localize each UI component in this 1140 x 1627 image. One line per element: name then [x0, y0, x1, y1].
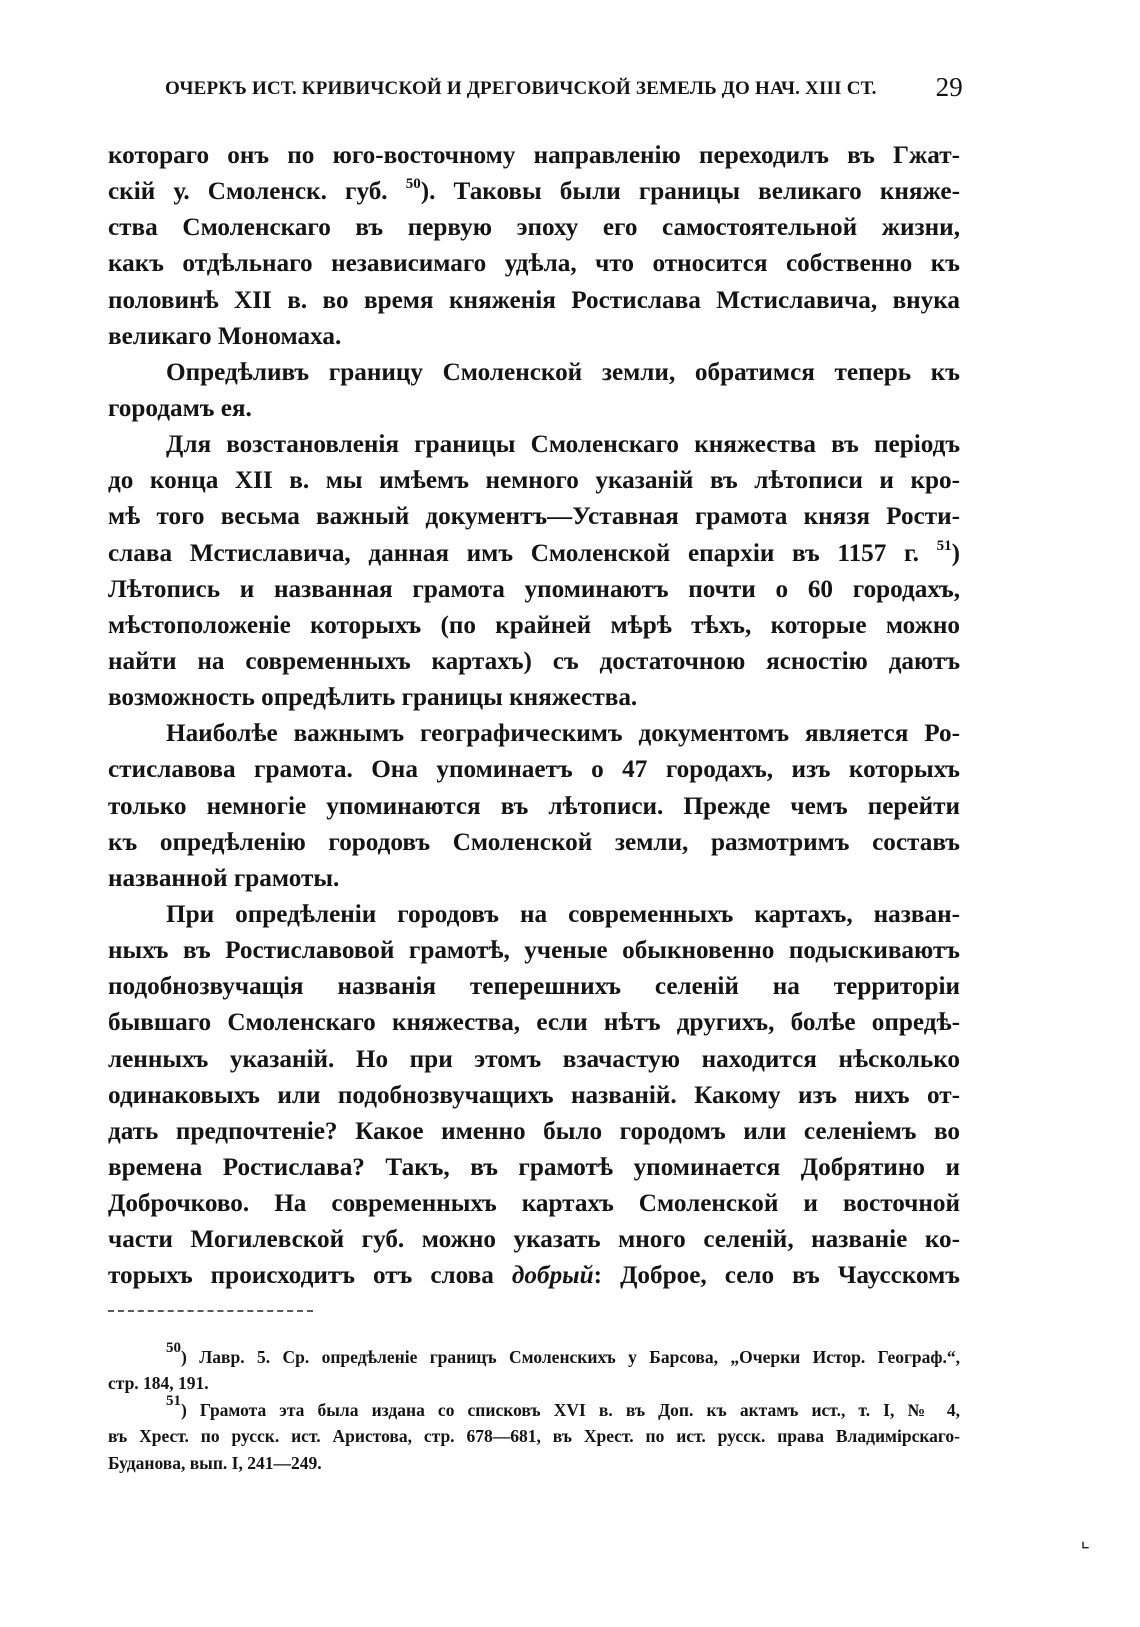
text-line: городамъ ея. [108, 394, 252, 422]
text-line: Опредѣливъ границу Смоленской земли, обратимся теперь къ [166, 358, 960, 386]
text-line: къ опредѣленію городовъ Смоленской земли, размотримъ составъ [108, 828, 960, 856]
text-line: времена Ростислава? Такъ, въ грамотѣ упоминается Добрятино и [108, 1153, 960, 1181]
text-line: одинаковыхъ или подобнозвучащихъ названій. Какому изъ нихъ от- [108, 1081, 960, 1109]
text-line: мѣстоположеніе которыхъ (по крайней мѣрѣ тѣхъ, которые можно [108, 611, 960, 639]
footnote-line: въ Хрест. по русск. ист. Аристова, стр. 678—681, въ Хрест. по ист. русск. права Владимірскаго- [108, 1426, 960, 1447]
text-line: При опредѣленіи городовъ на современныхъ картахъ, назван- [166, 900, 960, 928]
text-line: слава Мстиславича, данная имъ Смоленской епархіи въ 1157 г. $^{51}$) [108, 537, 961, 567]
text-line: ныхъ въ Ростиславовой грамотѣ, ученые обыкновенно подыскиваютъ [108, 937, 960, 965]
text-line: Лѣтопись и названная грамота упоминаютъ почти о 60 городахъ, [108, 575, 960, 603]
text-line: скій у. Смоленск. губ. $^{50}$). Таковы были границы великаго княже- [108, 176, 961, 206]
main-text [108, 138, 960, 1295]
footnotes [108, 1340, 960, 1476]
text-line: котораго онъ по юго-восточному направленію переходилъ въ Гжат- [108, 142, 960, 169]
footnote-line: стр. 184, 191. [108, 1373, 209, 1394]
footnote-separator [108, 1310, 313, 1312]
text-line: до конца XII в. мы имѣемъ немного указаній въ лѣтописи и кро- [108, 467, 960, 495]
text-line: только немногіе упоминаются въ лѣтописи. Прежде чемъ перейти [108, 792, 960, 820]
text-line: половинѣ XII в. во время княженія Ростислава Мстиславича, внука [108, 286, 960, 314]
running-title: ОЧЕРКЪ ИСТ. КРИВИЧСКОЙ И ДРЕГОВИЧСКОЙ ЗЕМЕЛЬ ДО НАЧ. XIII СТ. [165, 78, 877, 99]
text-line: ства Смоленскаго въ первую эпоху его самостоятельной жизни, [108, 214, 960, 242]
text-line: мѣ того весьма важный документъ—Уставная грамота князя Рости- [108, 503, 960, 531]
text-line: великаго Мономаха. [108, 322, 342, 350]
footnote-mark: 50 [166, 1340, 181, 1356]
text-line: части Могилевской губ. можно указать много селеній, названіе ко- [108, 1226, 960, 1254]
text-line: дать предпочтеніе? Какое именно было городомъ или селеніемъ во [108, 1117, 960, 1145]
text-line: возможность опредѣлить границы княжества. [108, 684, 638, 712]
text-line: бывшаго Смоленскаго княжества, если нѣтъ другихъ, болѣе опредѣ- [108, 1009, 960, 1037]
text-line: торыхъ происходитъ отъ слова добрый: Доброе, село въ Чаусскомъ [108, 1262, 960, 1290]
text-line: найти на современныхъ картахъ) съ достаточною ясностію даютъ [108, 647, 960, 675]
text-line: ленныхъ указаній. Но при этомъ взачастую находится нѣсколько [108, 1045, 960, 1073]
text-line: Для возстановленія границы Смоленскаго княжества въ періодъ [166, 431, 960, 459]
running-header [165, 72, 963, 102]
footnote-ref-50[interactable]: 50 [405, 176, 421, 193]
corner-mark-icon: ⌞ [1080, 1530, 1090, 1552]
text-line: какъ отдѣльнаго независимаго удѣла, что относится собственно къ [108, 250, 960, 278]
page-number: 29 [935, 72, 963, 102]
footnote-50: 50) Лавр. 5. Ср. опредѣленіе границъ Смоленскихъ у Барсова, „Очерки Истор. Географ.“, [166, 1340, 960, 1367]
text-line: подобнозвучащія названія теперешнихъ селеній на территоріи [108, 973, 960, 1001]
footnote-ref-51[interactable]: 51 [936, 537, 952, 554]
footnote-51: 51) Грамота эта была издана со списковъ XVI в. въ Доп. къ актамъ ист., т. I, № 4, [166, 1392, 960, 1420]
italic-word: добрый [511, 1262, 594, 1290]
text-line: Доброчково. На современныхъ картахъ Смоленской и восточной [108, 1190, 960, 1218]
text-line: стиславова грамота. Она упоминаетъ о 47 городахъ, изъ которыхъ [108, 756, 960, 784]
text-line: Наиболѣе важнымъ географическимъ документомъ является Ро- [166, 720, 960, 748]
footnote-line: Буданова, вып. I, 241—249. [108, 1452, 322, 1473]
text-line: названной грамоты. [108, 864, 340, 892]
footnote-mark: 51 [166, 1392, 181, 1409]
